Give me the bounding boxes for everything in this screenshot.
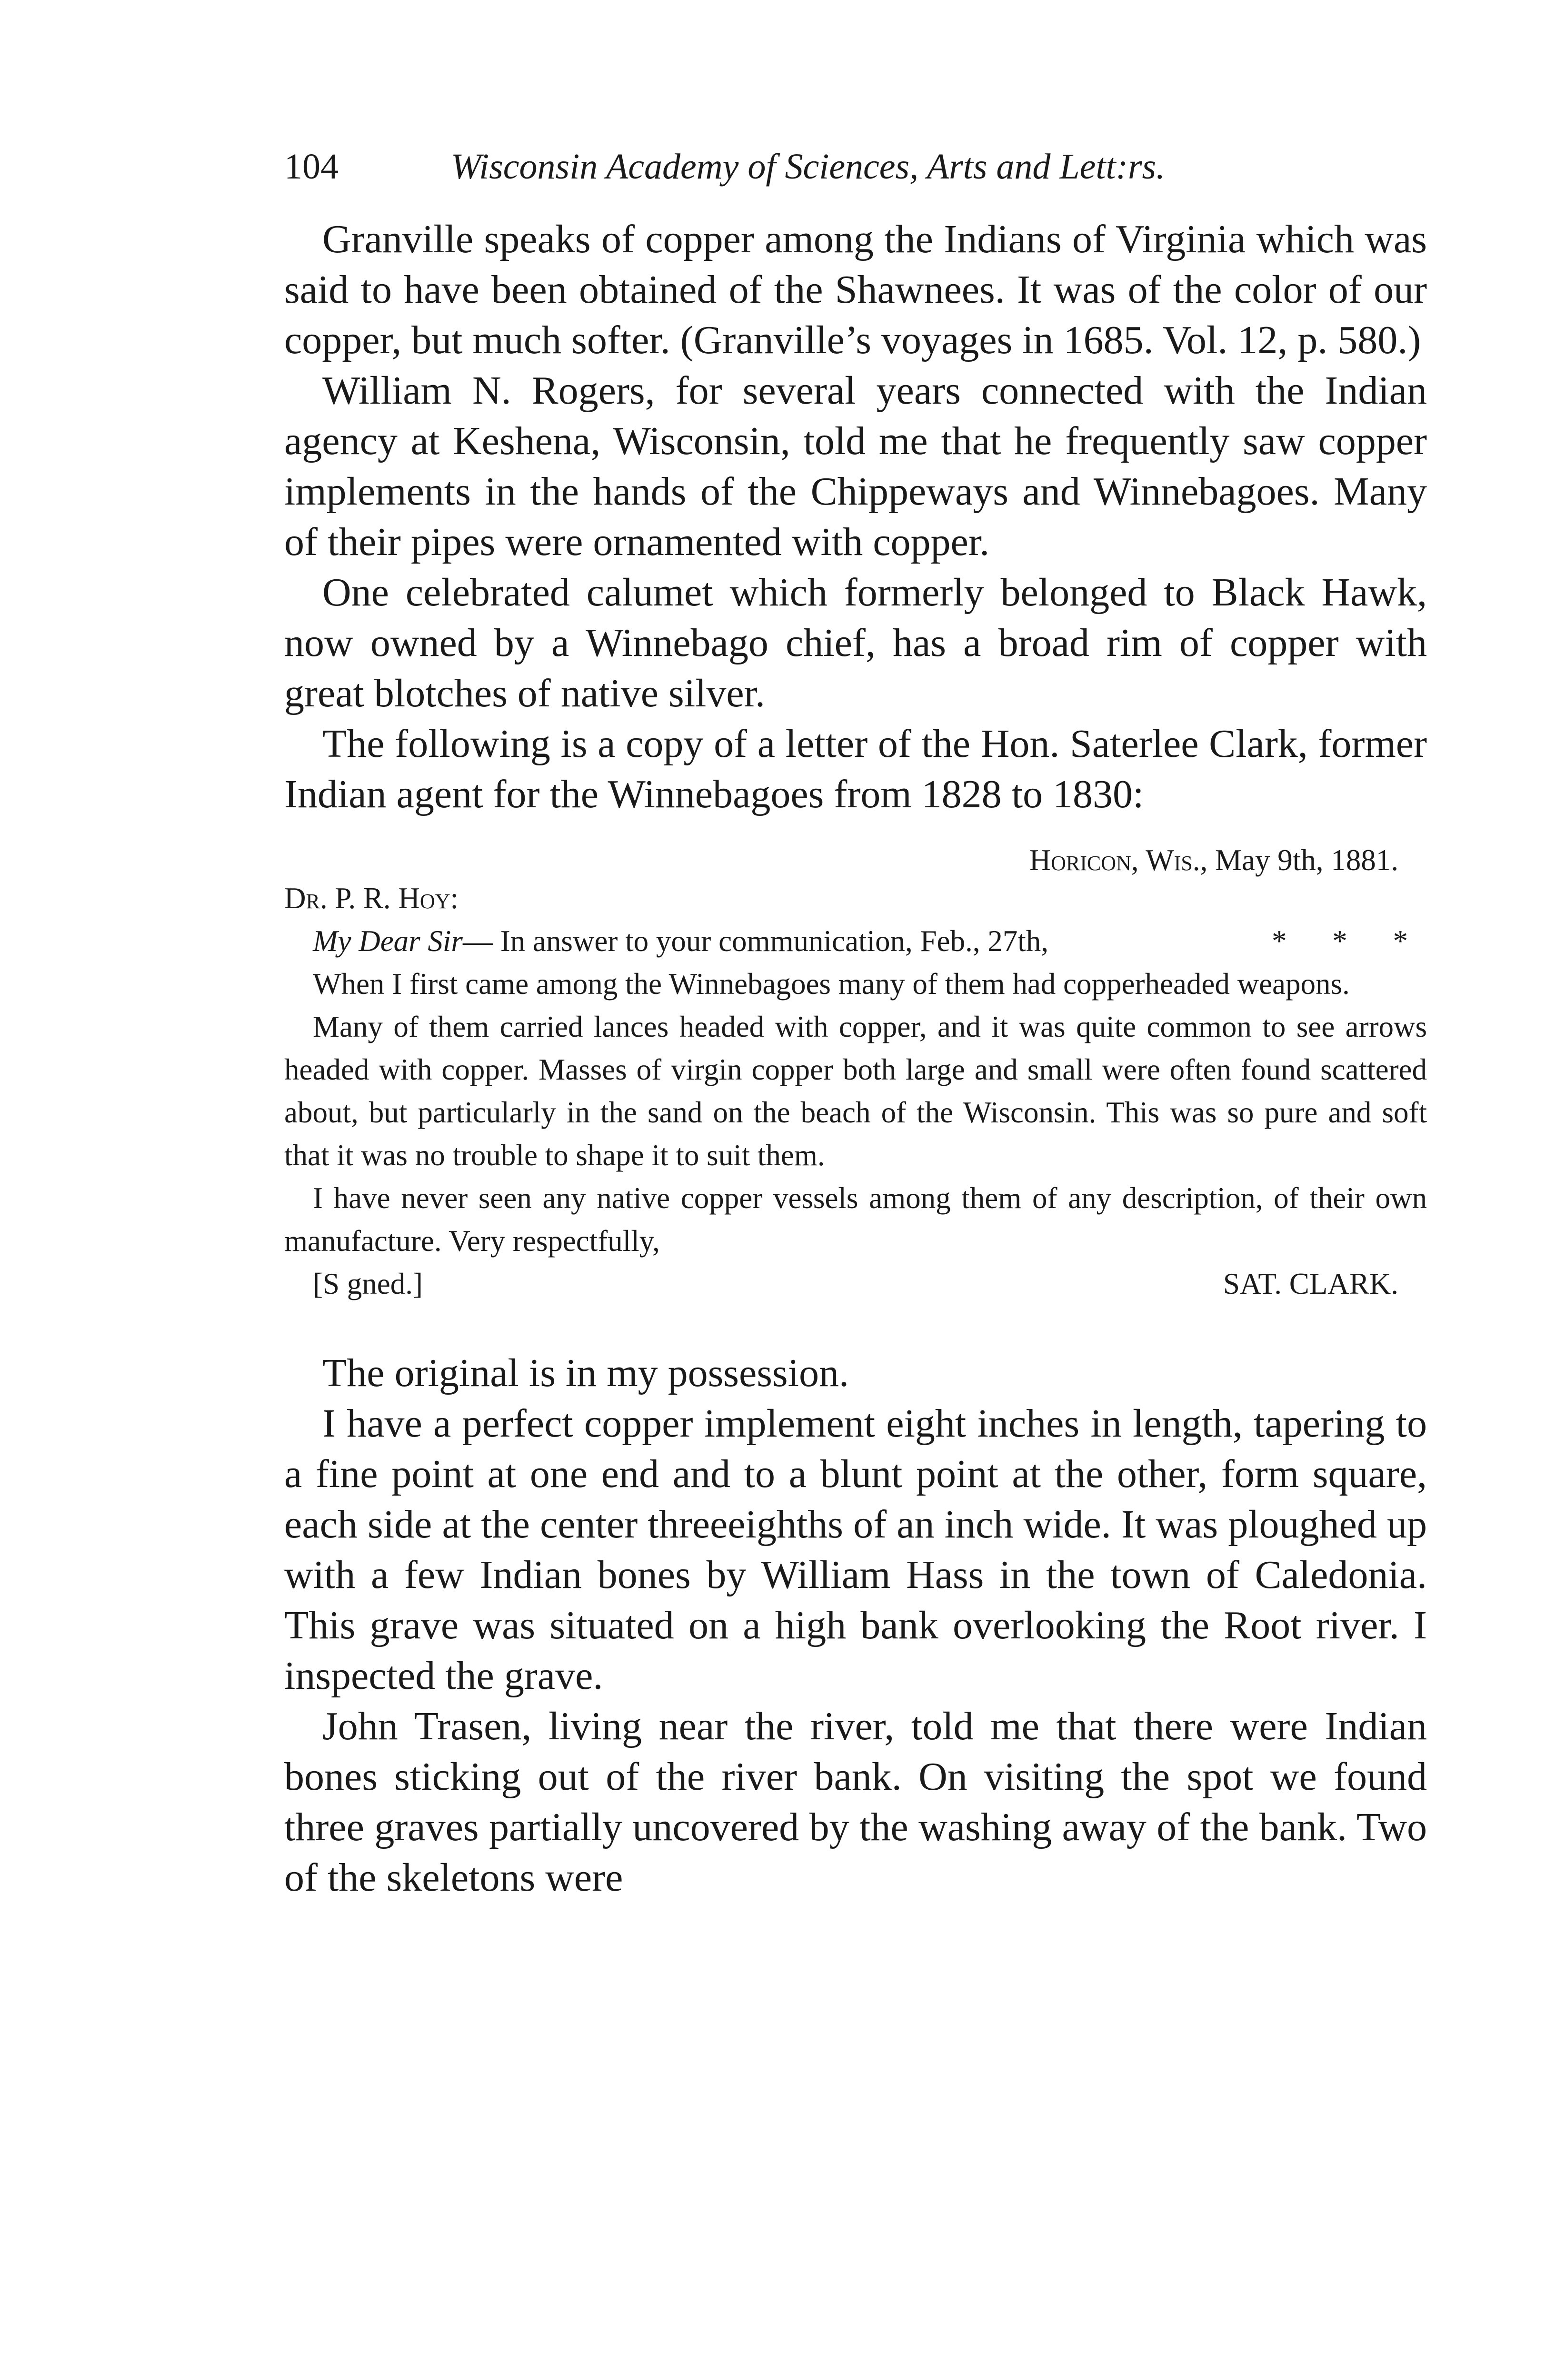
book-page [284,143,1427,1903]
page-number: 104 [284,147,339,187]
letter-opening-text: — In answer to your communication, Feb., 27th, [462,924,1048,958]
letter-dateline [284,839,1427,882]
ellipsis-stars: * * * [1272,924,1427,958]
letter-signoff [284,1262,1427,1305]
quoted-letter [284,839,1427,1305]
paragraph-granville: Granville speaks of copper among the Indians of Virginia which was said to have been obtained of the Shawnees. It was of the color of our copper, but much softer. (Granville’s voyages in 1685. Vol. 12, p. 580.) [284,217,1427,362]
letter-signature: SAT. CLARK. [1223,1267,1398,1300]
body-text-after-letter [284,1348,1427,1903]
letter-date: May 9th, 1881. [1215,843,1398,877]
letter-place: Horicon, Wis., [1029,843,1208,877]
signed-label: [S gned.] [313,1267,423,1300]
letter-paragraph: Many of them carried lances headed with copper, and it was quite common to see arrows headed with copper. Masses of virgin copper both large and small were often found scattered about, but particularly in the sand on the beach of the Wisconsin. This was so pure and soft that it was no trouble to shape it to suit them. [284,1010,1427,1172]
addressee-name: Dr. P. R. Hoy: [284,882,459,915]
body-text-before-letter [284,214,1427,820]
paragraph-rogers: William N. Rogers, for several years connected with the Indian agency at Keshena, Wisconsin, told me that he frequently saw copper implements in the hands of the Chippeways and Winnebagoes. Many of their pipes were ornamented with copper. [284,368,1427,564]
paragraph-calumet: One celebrated calumet which formerly belonged to Black Hawk, now owned by a Winnebago chief, has a broad rim of copper with great blotches of native silver. [284,570,1427,715]
letter-salutation: My Dear Sir [313,924,463,958]
paragraph-letter-intro: The following is a copy of a letter of the Hon. Saterlee Clark, former Indian agent for the Winnebagoes from 1828 to 1830: [284,722,1427,816]
paragraph-original: The original is in my possession. [322,1351,849,1395]
paragraph-trasen: John Trasen, living near the river, told me that there were Indian bones sticking out of the river bank. On visiting the spot we found three graves partially uncovered by the washing away of the bank. Two of the skeletons were [284,1704,1427,1900]
letter-addressee [284,877,1427,920]
paragraph-copper-implement: I have a perfect copper implement eight inches in length, tapering to a fine point at one end and to a blunt point at the other, form square, each side at the center threeeighths of an inch wide. It was ploughed up with a few Indian bones by William Hass in the town of Caledonia. This grave was situated on a high bank overlooking the Root river. I inspected the grave. [284,1401,1427,1698]
letter-paragraph: I have never seen any native copper vessels among them of any description, of their own manufacture. Very respectfully, [284,1181,1427,1258]
letter-opening [284,920,1427,962]
running-head [284,143,1427,190]
journal-title: Wisconsin Academy of Sciences, Arts and Lett:rs. [451,147,1166,187]
letter-paragraph: When I first came among the Winnebagoes many of them had copperheaded weapons. [313,967,1350,1001]
